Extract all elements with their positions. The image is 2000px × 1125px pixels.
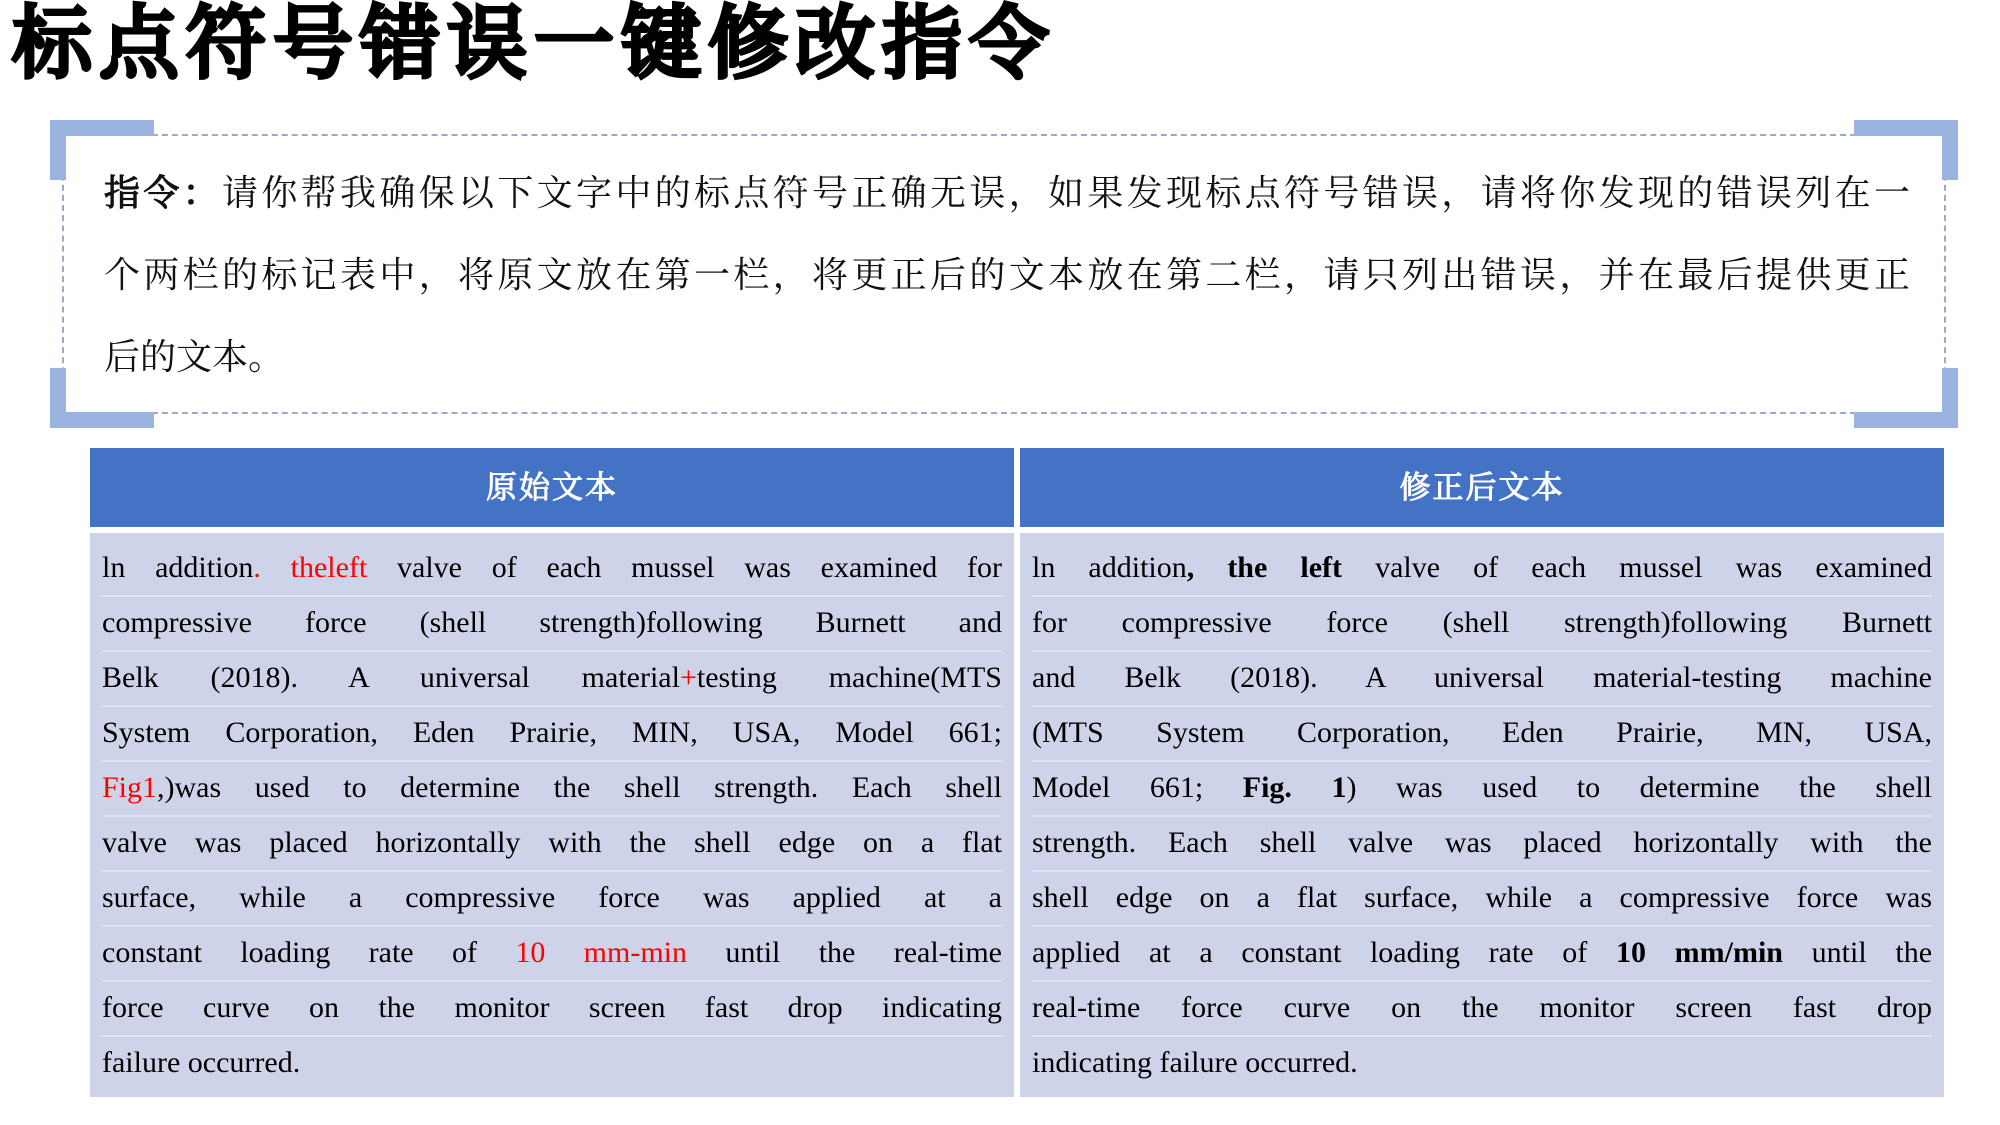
text-segment: Model 661; [1032, 771, 1243, 804]
text-line [102, 542, 1002, 597]
text-segment: System Corporation, Eden Prairie, MIN, USA, Model 661; [102, 716, 1002, 749]
instruction-text [104, 152, 1910, 398]
text-segment: and Belk (2018). A universal material-testing machine [1032, 661, 1932, 694]
text-line [1032, 707, 1932, 762]
text-segment: testing machine(MTS [696, 661, 1002, 694]
text-line [1032, 1037, 1932, 1092]
text-segment: indicating failure occurred. [1032, 1046, 1358, 1079]
text-line [104, 316, 1910, 398]
text-segment: compressive force (shell strength)following Burnett and [102, 606, 1002, 639]
text-segment: 指令： [104, 172, 222, 213]
text-segment: valve was placed horizontally with the shell edge on a flat [102, 826, 1002, 859]
text-segment: + [679, 661, 697, 694]
header-cell-corrected: 修正后文本 [1020, 448, 1944, 527]
original-text-cell [90, 533, 1014, 1097]
text-segment: ln addition [1032, 551, 1187, 584]
text-segment: Fig. 1 [1242, 771, 1347, 804]
text-segment: real-time force curve on the monitor screen fast drop [1032, 991, 1932, 1024]
text-line [1032, 762, 1932, 817]
header-cell-original: 原始文本 [90, 448, 1014, 527]
text-segment: (MTS System Corporation, Eden Prairie, MN, USA, [1032, 716, 1932, 749]
page-title: 标点符号错误一键修改指令 [12, 0, 1056, 88]
text-segment: Belk (2018). A universal material [102, 661, 680, 694]
text-line [102, 597, 1002, 652]
text-segment: 个两栏的标记表中，将原文放在第一栏，将更正后的文本放在第二栏，请只列出错误，并在最后提供更正 [104, 254, 1910, 295]
text-line [1032, 817, 1932, 872]
text-line [1032, 542, 1932, 597]
text-segment: until the [1782, 936, 1933, 969]
text-segment: applied at a constant loading rate of [1032, 936, 1616, 969]
text-line [102, 817, 1002, 872]
text-line [1032, 927, 1932, 982]
text-line [102, 1037, 1002, 1092]
text-segment: 10 mm-min [515, 936, 688, 969]
text-line [102, 652, 1002, 707]
text-line [104, 234, 1910, 316]
text-segment: 请你帮我确保以下文字中的标点符号正确无误，如果发现标点符号错误，请将你发现的错误列在一 [222, 172, 1910, 213]
text-line [1032, 872, 1932, 927]
text-segment: valve of each mussel was examined [1342, 551, 1932, 584]
corrected-text-cell [1020, 533, 1944, 1097]
text-segment: , the left [1186, 551, 1343, 584]
text-segment: surface, while a compressive force was applied at a [102, 881, 1002, 914]
text-segment: 后的文本。 [104, 336, 285, 377]
text-segment: constant loading rate of [102, 936, 516, 969]
text-segment: ,)was used to determine the shell strength. Each shell [157, 771, 1002, 804]
text-segment: . theleft [253, 551, 368, 584]
text-segment: force curve on the monitor screen fast drop indicating [102, 991, 1002, 1024]
text-line [102, 707, 1002, 762]
text-segment: ) was used to determine the shell [1346, 771, 1932, 804]
text-line [102, 762, 1002, 817]
text-line [1032, 982, 1932, 1037]
text-line [102, 872, 1002, 927]
text-segment: strength. Each shell valve was placed horizontally with the [1032, 826, 1932, 859]
text-line [102, 927, 1002, 982]
text-segment: ln addition [102, 551, 254, 584]
text-line [1032, 597, 1932, 652]
text-segment: until the real-time [687, 936, 1002, 969]
text-segment: for compressive force (shell strength)following Burnett [1032, 606, 1932, 639]
correction-table [90, 448, 1944, 1097]
text-line [102, 982, 1002, 1037]
text-segment: 10 mm/min [1615, 936, 1783, 969]
text-segment: shell edge on a flat surface, while a compressive force was [1032, 881, 1932, 914]
text-segment: Fig1 [102, 771, 158, 804]
table-header-row [90, 448, 1944, 527]
text-line [104, 152, 1910, 234]
text-segment: failure occurred. [102, 1046, 301, 1079]
table-body-row [90, 533, 1944, 1097]
text-line [1032, 652, 1932, 707]
text-segment: valve of each mussel was examined for [367, 551, 1002, 584]
